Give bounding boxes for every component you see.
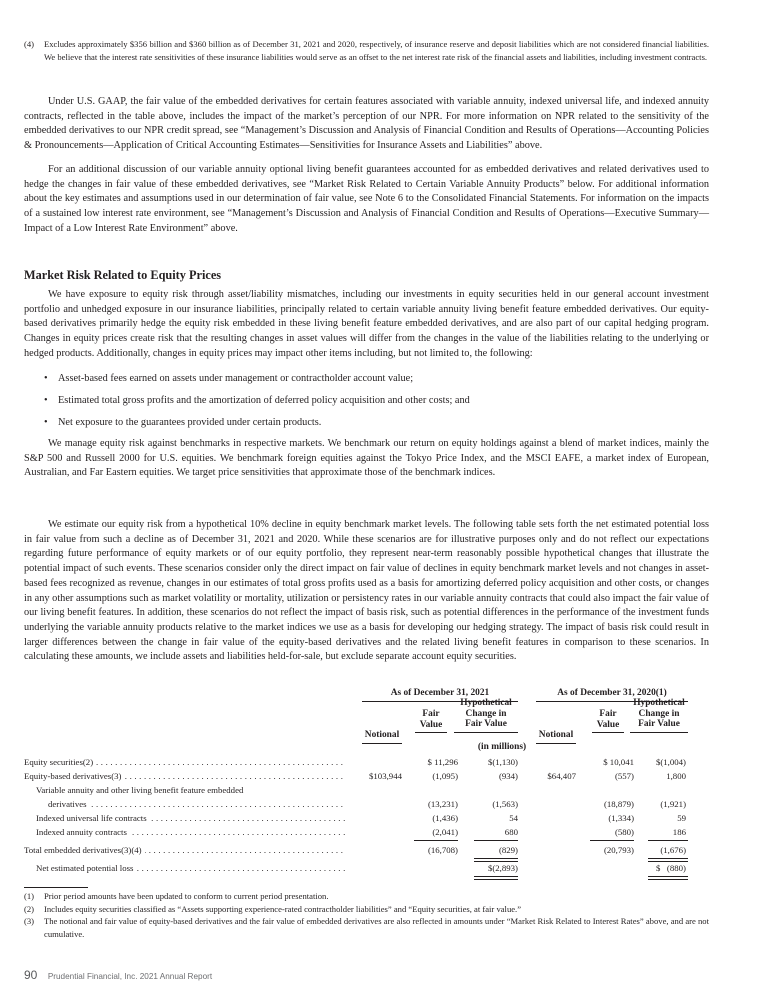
table-row: Indexed universal life contracts . . . (1,436) 54 (1,334) 59	[24, 811, 710, 825]
col-hypothetical-2021: Hypothetical Change in Fair Value	[454, 698, 518, 733]
table-row: Indexed annuity contracts . . . (2,041) 680 (580) 186	[24, 825, 710, 839]
net-loss-double-rule	[474, 876, 518, 880]
page-footer	[24, 966, 212, 984]
group-header-2020: As of December 31, 2020(1)	[536, 688, 688, 702]
table-row-total: Total embedded derivatives(3)(4) . . . (16,708) (829) (20,793) (1,676)	[24, 843, 710, 857]
table-row: Equity-based derivatives(3) . . . $103,944 (1,095) (934) $64,407 (557) 1,800	[24, 769, 710, 783]
page-number: 90	[24, 968, 38, 982]
footnote-text: Excludes approximately $356 billion and $360 billion as of December 31, 2021 and 2020, respectively, of insurance reserve and deposit liabilities which are not considered financial liabilities. We believe that the interest rate sensitivities of these insurance liabilities would serve as an offset to the net interest rate risk of the financial assets and liabilities, including investment contracts.	[44, 39, 709, 62]
footnote-separator	[24, 887, 88, 888]
bullet-item: • Asset-based fees earned on assets under management or contractholder account value;	[44, 373, 414, 384]
report-title: Prudential Financial, Inc. 2021 Annual Report	[47, 972, 213, 981]
table-row: derivatives . . . (13,231) (1,563) (18,879) (1,921)	[24, 797, 710, 811]
table-row-label-line1: Variable annuity and other living benefit feature embedded	[24, 783, 710, 797]
footnote-2: (2) Includes equity securities classified as “Assets supporting experience-rated contractholder liabilities” and “Equity securities, at fair value.”	[24, 903, 522, 914]
footnote-1: (1) Prior period amounts have been updated to conform to current period presentation.	[24, 891, 329, 901]
net-loss-double-rule	[648, 876, 688, 880]
subtotal-rule	[474, 840, 518, 841]
paragraph-gaap: Under U.S. GAAP, the fair value of the embedded derivatives for certain features associated with variable annuity, indexed universal life, and indexed annuity contracts, reflected in the table above, includes the impact of the market’s perception of our NPR. For more information on NPR related to the sensitivity of the embedded derivatives to our NPR credit spread, see “Management’s Discussion and Analysis of Financial Condition and Results of Operations—Accounting Policies & Pronouncements—Application of Critical Accounting Estimates—Sensitivities for Insurance Assets and Liabilities” above.	[24, 96, 709, 152]
bullet-icon: •	[44, 417, 48, 428]
bullet-list	[44, 372, 470, 438]
bullet-icon: •	[44, 395, 48, 406]
col-notional-2020: Notional	[536, 730, 576, 744]
subtotal-rule	[590, 840, 634, 841]
footnote-number: (4)	[24, 39, 35, 49]
col-fair-value-2020: Fair Value	[592, 709, 624, 733]
footnote-3: (3) The notional and fair value of equity-based derivatives and the fair value of embedded derivatives are also reflected in amounts under “Market Risk Related to Interest Rates” above, and are not cumulative.	[24, 916, 709, 939]
col-hypothetical-2020: Hypothetical Change in Fair Value	[630, 698, 688, 733]
table-row: Equity securities(2) . . . $ 11,296 $(1,130) $ 10,041 $(1,004)	[24, 755, 710, 769]
col-fair-value-2021: Fair Value	[415, 709, 447, 733]
table-row-net-loss: Net estimated potential loss . . . $(2,893) $ (880)	[24, 861, 710, 875]
paragraph-estimate: We estimate our equity risk from a hypothetical 10% decline in equity benchmark market levels. The following table sets forth the net estimated potential loss in fair value from such a decline as of December 31, 2021 and 2020. While these scenarios are for illustrative purposes only and do not reflect our expectations regarding future performance of equity markets or of our equity portfolio, they represent near-term reasonably possible hypothetical changes that illustrate the potential impact of such events. These scenarios consider only the direct impact on fair value of declines in equity benchmark market levels and not changes in asset-based fees recognized as revenue, changes in our estimates of total gross profits used as a basis for amortizing deferred policy acquisition and other costs, or changes in any other assumptions such as market volatility or mortality, utilization or persistency rates in our variable annuity contracts that could also impact the fair value of our living benefit features. In addition, these scenarios do not reflect the impact of basis risk, such as potential differences in the performance of the investment funds underlying the variable annuity products relative to the market indices we use as a basis for developing our hedging strategy. The impact of basis risk could result in larger differences between the change in fair value of the equity-based derivatives and the related living benefit features in comparison to these scenarios. In calculating these amounts, we include assets and liabilities held-for-sale, but exclude separate account equity securities.	[24, 519, 709, 663]
subtotal-rule	[648, 840, 688, 841]
section-heading: Market Risk Related to Equity Prices	[24, 268, 222, 282]
subtotal-rule	[414, 840, 458, 841]
bullet-item: • Net exposure to the guarantees provided under certain products.	[44, 417, 322, 428]
bullet-item: • Estimated total gross profits and the amortization of deferred policy acquisition and other costs; and	[44, 395, 470, 406]
paragraph-benchmarks: We manage equity risk against benchmarks in respective markets. We benchmark our return on equity holdings against a blend of market indices, mainly the S&P 500 and Russell 2000 for U.S. equities. We benchmark foreign equities against the Tokyo Price Index, and the MSCI EAFE, a market index of European, Australian, and Far Eastern equities. We target price sensitivities that approximate those of the benchmark indices.	[24, 438, 709, 479]
footnote-4	[24, 38, 709, 63]
paragraph-additional-discussion: For an additional discussion of our variable annuity optional living benefit guarantees accounted for as embedded derivatives and related derivatives used to hedge the changes in fair value of these embedded derivatives, see “Market Risk Related to Certain Variable Annuity Products” below. For additional information about the key estimates and assumptions used in our determination of fair value, see Note 6 to the Consolidated Financial Statements. For information on the impacts of a sustained low interest rate environment, see “Management’s Discussion and Analysis of Financial Condition and Results of Operations—Executive Summary—Impact of a Low Interest Rate Environment” above.	[24, 164, 709, 234]
bullet-icon: •	[44, 373, 48, 384]
table-footnotes	[24, 890, 709, 940]
group-header-2021: As of December 31, 2021	[362, 688, 518, 702]
col-notional-2021: Notional	[362, 730, 402, 744]
paragraph-exposure: We have exposure to equity risk through asset/liability mismatches, including our investments in equity securities held in our general account investment portfolio and unhedged exposure in our insurance liabilities, principally related to certain variable annuity living benefit feature embedded derivatives. Our equity-based derivatives primarily hedge the equity risk embedded in these living benefit feature embedded derivatives, and are also part of our capital hedging program. Changes in equity prices create risk that the resulting changes in asset values will differ from the changes in the value of the liabilities relating to the underlying or hedged products. Additionally, changes in equity prices may impact other items including, but not limited to, the following:	[24, 289, 709, 359]
units-label: (in millions)	[477, 742, 527, 752]
